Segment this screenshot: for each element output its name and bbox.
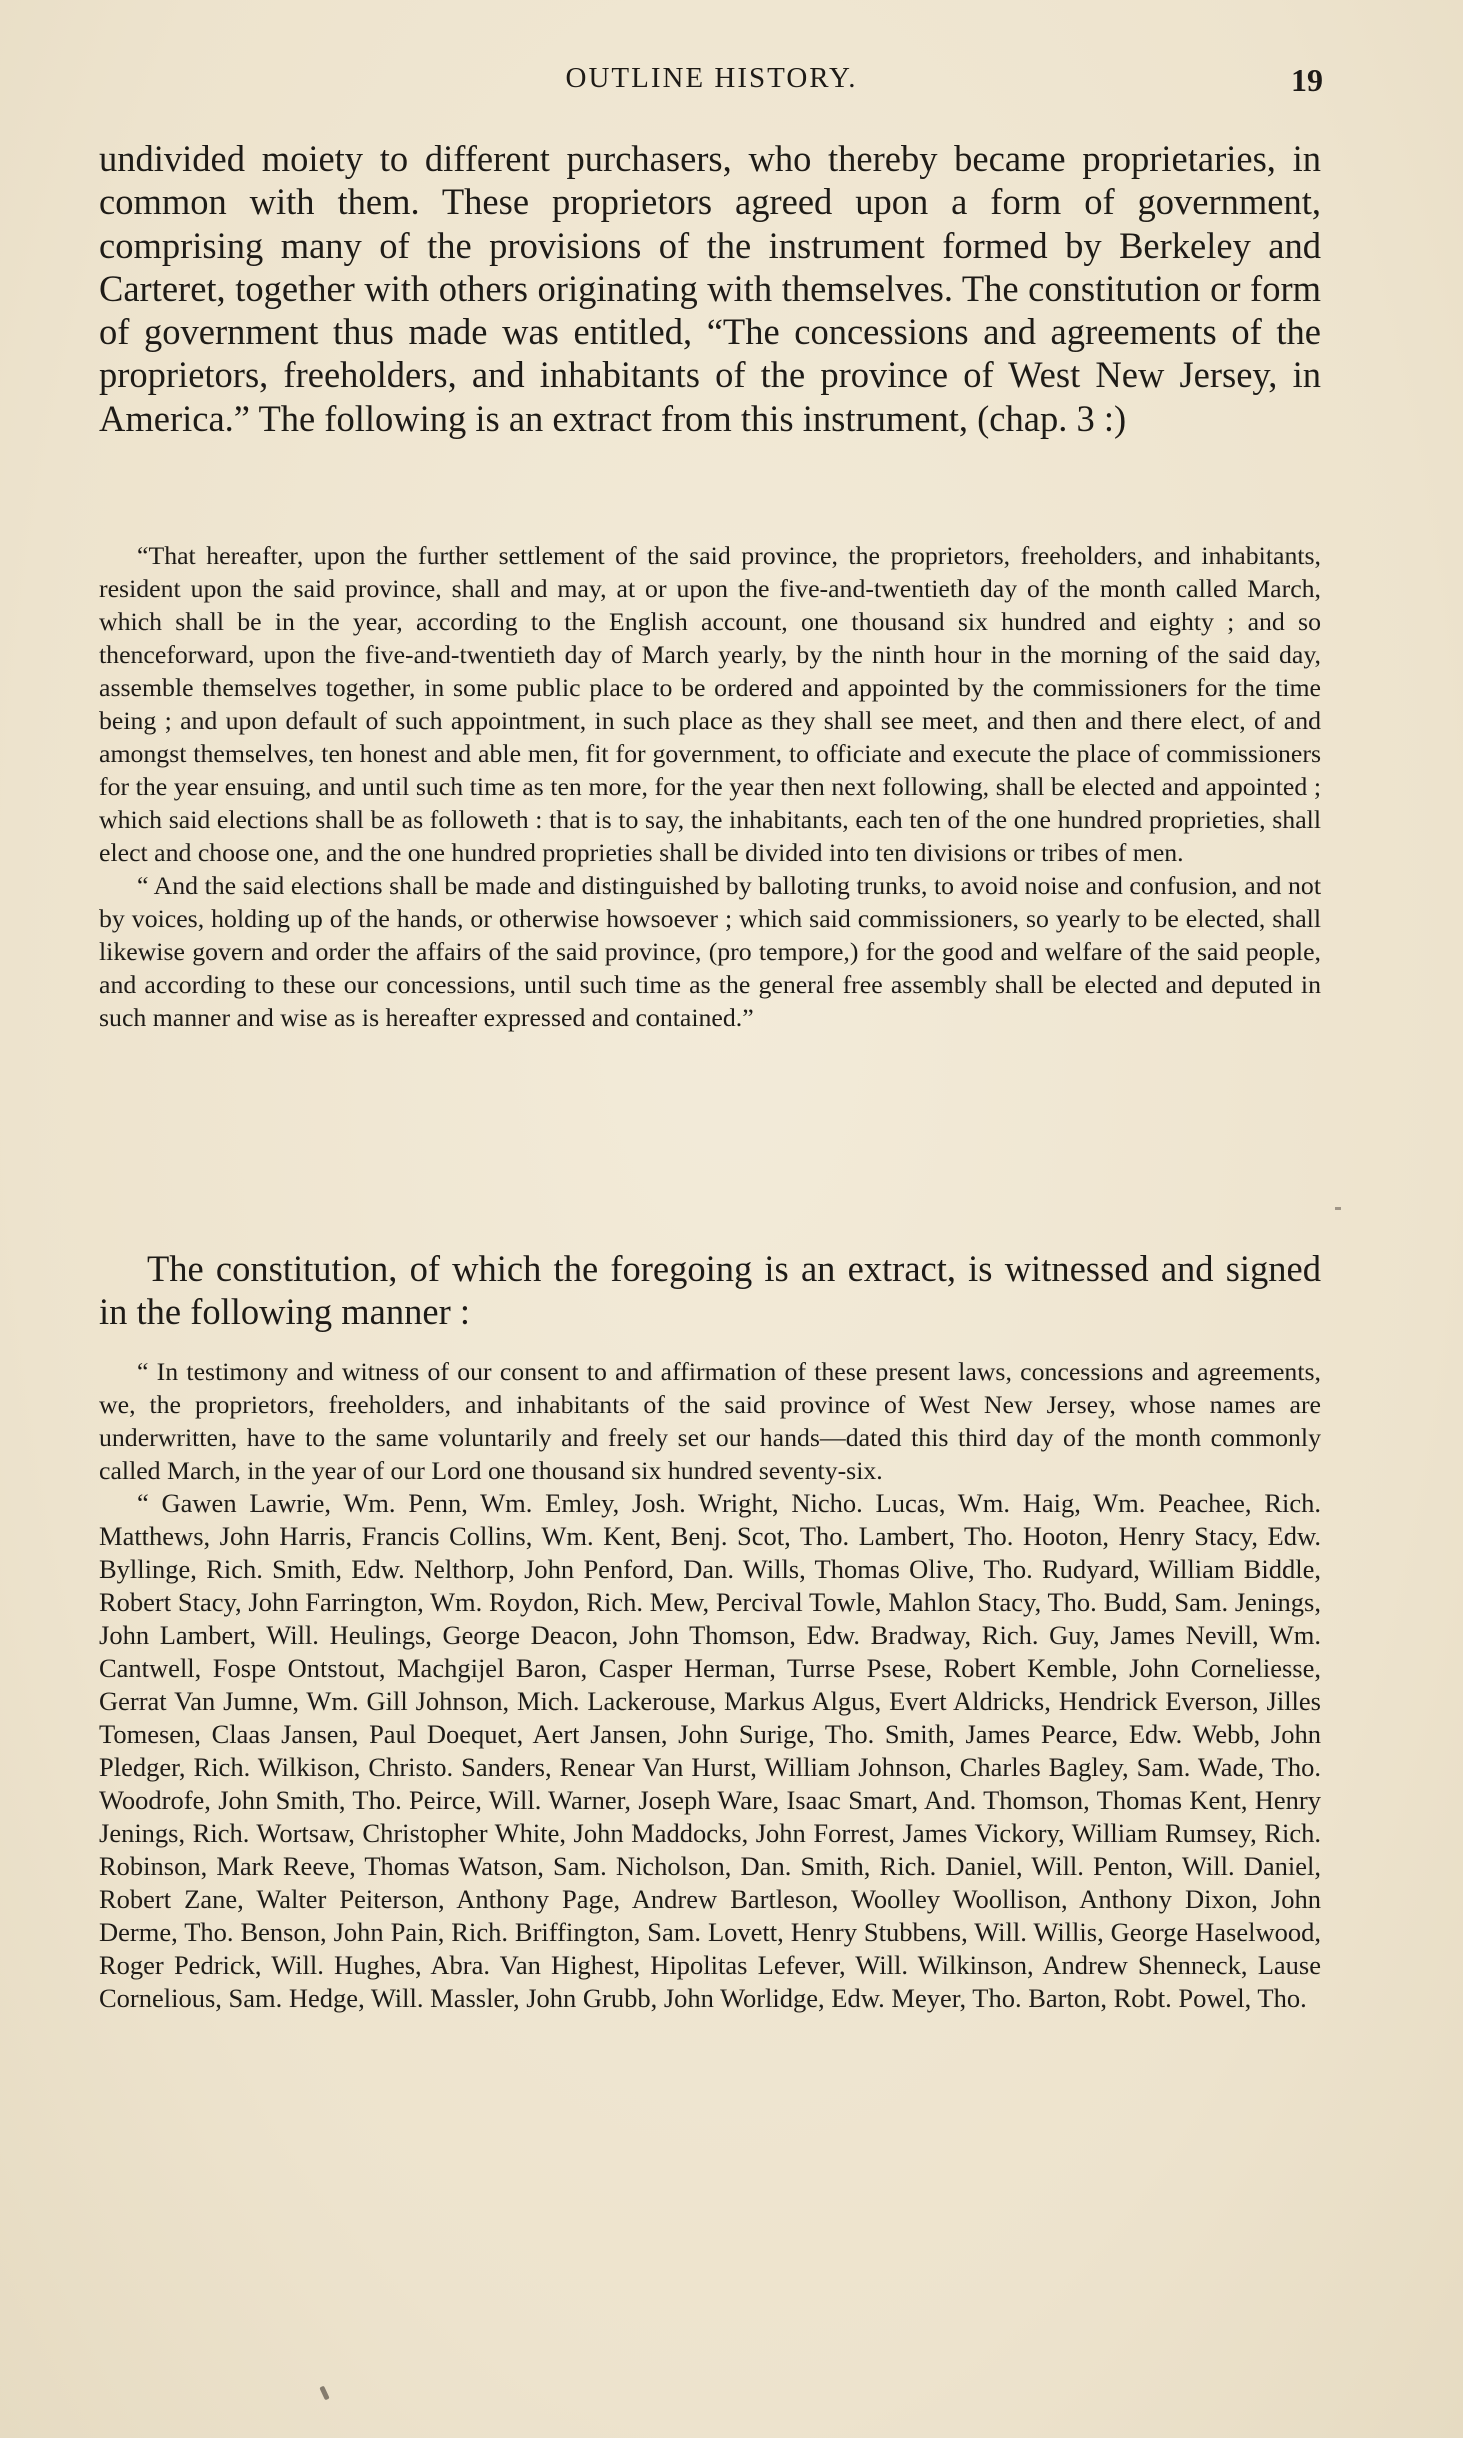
- extract-paragraph-2a: “ In testimony and witness of our consent to and affirmation of these present laws, concessions and agreements, we, the proprietors, freeholders, and inhabitants of the said province of West New Jersey, whose names are underwritten, have to the same voluntarily and freely set our hands—dated this third day of the month commonly called March, in the year of our Lord one thousand six hundred seventy-six.: [99, 1357, 1321, 1485]
- signatories-list: “ Gawen Lawrie, Wm. Penn, Wm. Emley, Josh. Wright, Nicho. Lucas, Wm. Haig, Wm. Peachee, Rich. Matthews, John Harris, Francis Collins, Wm. Kent, Benj. Scot, Tho. Lambert, Tho. Hooton, Henry Stacy, Edw. Byllinge, Rich. Smith, Edw. Nelthorp, John Penford, Dan. Wills, Thomas Olive, Tho. Rudyard, William Biddle, Robert Stacy, John Farrington, Wm. Roydon, Rich. Mew, Percival Towle, Mahlon Stacy, Tho. Budd, Sam. Jenings, John Lambert, Will. Heulings, George Deacon, John Thomson, Edw. Bradway, Rich. Guy, James Nevill, Wm. Cantwell, Fospe Ontstout, Machgijel Baron, Casper Herman, Turrse Psese, Robert Kemble, John Corneliesse, Gerrat Van Jumne, Wm. Gill Johnson, Mich. Lackerouse, Markus Algus, Evert Aldricks, Hendrick Everson, Jilles Tomesen, Claas Jansen, Paul Doequet, Aert Jansen, John Surige, Tho. Smith, James Pearce, Edw. Webb, John Pledger, Rich. Wilkison, Christo. Sanders, Renear Van Hurst, William Johnson, Charles Bagley, Sam. Wade, Tho. Woodrofe, John Smith, Tho. Peirce, Will. Warner, Joseph Ware, Isaac Smart, And. Thomson, Thomas Kent, Henry Jenings, Rich. Wortsaw, Christopher White, John Maddocks, John Forrest, James Vickory, William Rumsey, Rich. Robinson, Mark Reeve, Thomas Watson, Sam. Nicholson, Dan. Smith, Rich. Daniel, Will. Penton, Will. Daniel, Robert Zane, Walter Peiterson, Anthony Page, Andrew Bartleson, Woolley Woollison, Anthony Dixon, John Derme, Tho. Benson, John Pain, Rich. Briffington, Sam. Lovett, Henry Stubbens, Will. Willis, George Haselwood, Roger Pedrick, Will. Hughes, Abra. Van Highest, Hipolitas Lefever, Will. Wilkinson, Andrew Shenneck, Lause Cornelious, Sam. Hedge, Will. Massler, John Grubb, John Worlidge, Edw. Meyer, Tho. Barton, Robt. Powel, Tho.: [99, 1488, 1321, 2013]
- extract-paragraph-1b: “ And the said elections shall be made and distinguished by balloting trunks, to avoid noise and confusion, and not by voices, holding up of the hands, or otherwise howsoever ; which said commissioners, so yearly to be elected, shall likewise govern and order the affairs of the said province, (pro tempore,) for the good and welfare of the said people, and according to these our concessions, until such time as the general free assembly shall be elected and deputed in such manner and wise as is hereafter expressed and contained.”: [99, 871, 1321, 1032]
- extract-block-1: [99, 539, 1321, 1034]
- body-paragraph-1: undivided moiety to different purchasers, who thereby became proprietaries, in common with them. These proprietors agreed upon a form of government, comprising many of the provisions of the instrument formed by Berkeley and Carteret, together with others originating with themselves. The constitution or form of government thus made was entitled, “The concessions and agreements of the proprietors, freeholders, and inhabitants of the province of West New Jersey, in America.” The following is an extract from this instrument, (chap. 3 :): [99, 138, 1321, 439]
- extract-block-2: [99, 1355, 1321, 2015]
- page-number: 19: [1291, 62, 1323, 98]
- body-paragraph-2: The constitution, of which the foregoing is an extract, is witnessed and signed in the following manner :: [99, 1248, 1321, 1333]
- ink-speck: [1335, 1207, 1341, 1210]
- extract-paragraph-1a: “That hereafter, upon the further settlement of the said province, the proprietors, freeholders, and inhabitants, resident upon the said province, shall and may, at or upon the five-and-twentieth day of the month called March, which shall be in the year, according to the English account, one thousand six hundred and eighty ; and so thenceforward, upon the five-and-twentieth day of March yearly, by the ninth hour in the morning of the said day, assemble themselves together, in some public place to be ordered and appointed by the commissioners for the time being ; and upon default of such appointment, in such place as they shall see meet, and then and there elect, of and amongst themselves, ten honest and able men, fit for government, to officiate and execute the place of commissioners for the year ensuing, and until such time as ten more, for the year then next following, shall be elected and appointed ; which said elections shall be as followeth : that is to say, the inhabitants, each ten of the one hundred proprieties, shall elect and choose one, and the one hundred proprieties shall be divided into ten divisions or tribes of men.: [99, 541, 1321, 867]
- running-title: OUTLINE HISTORY.: [565, 62, 858, 94]
- running-head: [100, 58, 1323, 102]
- ink-mark: [319, 2386, 329, 2401]
